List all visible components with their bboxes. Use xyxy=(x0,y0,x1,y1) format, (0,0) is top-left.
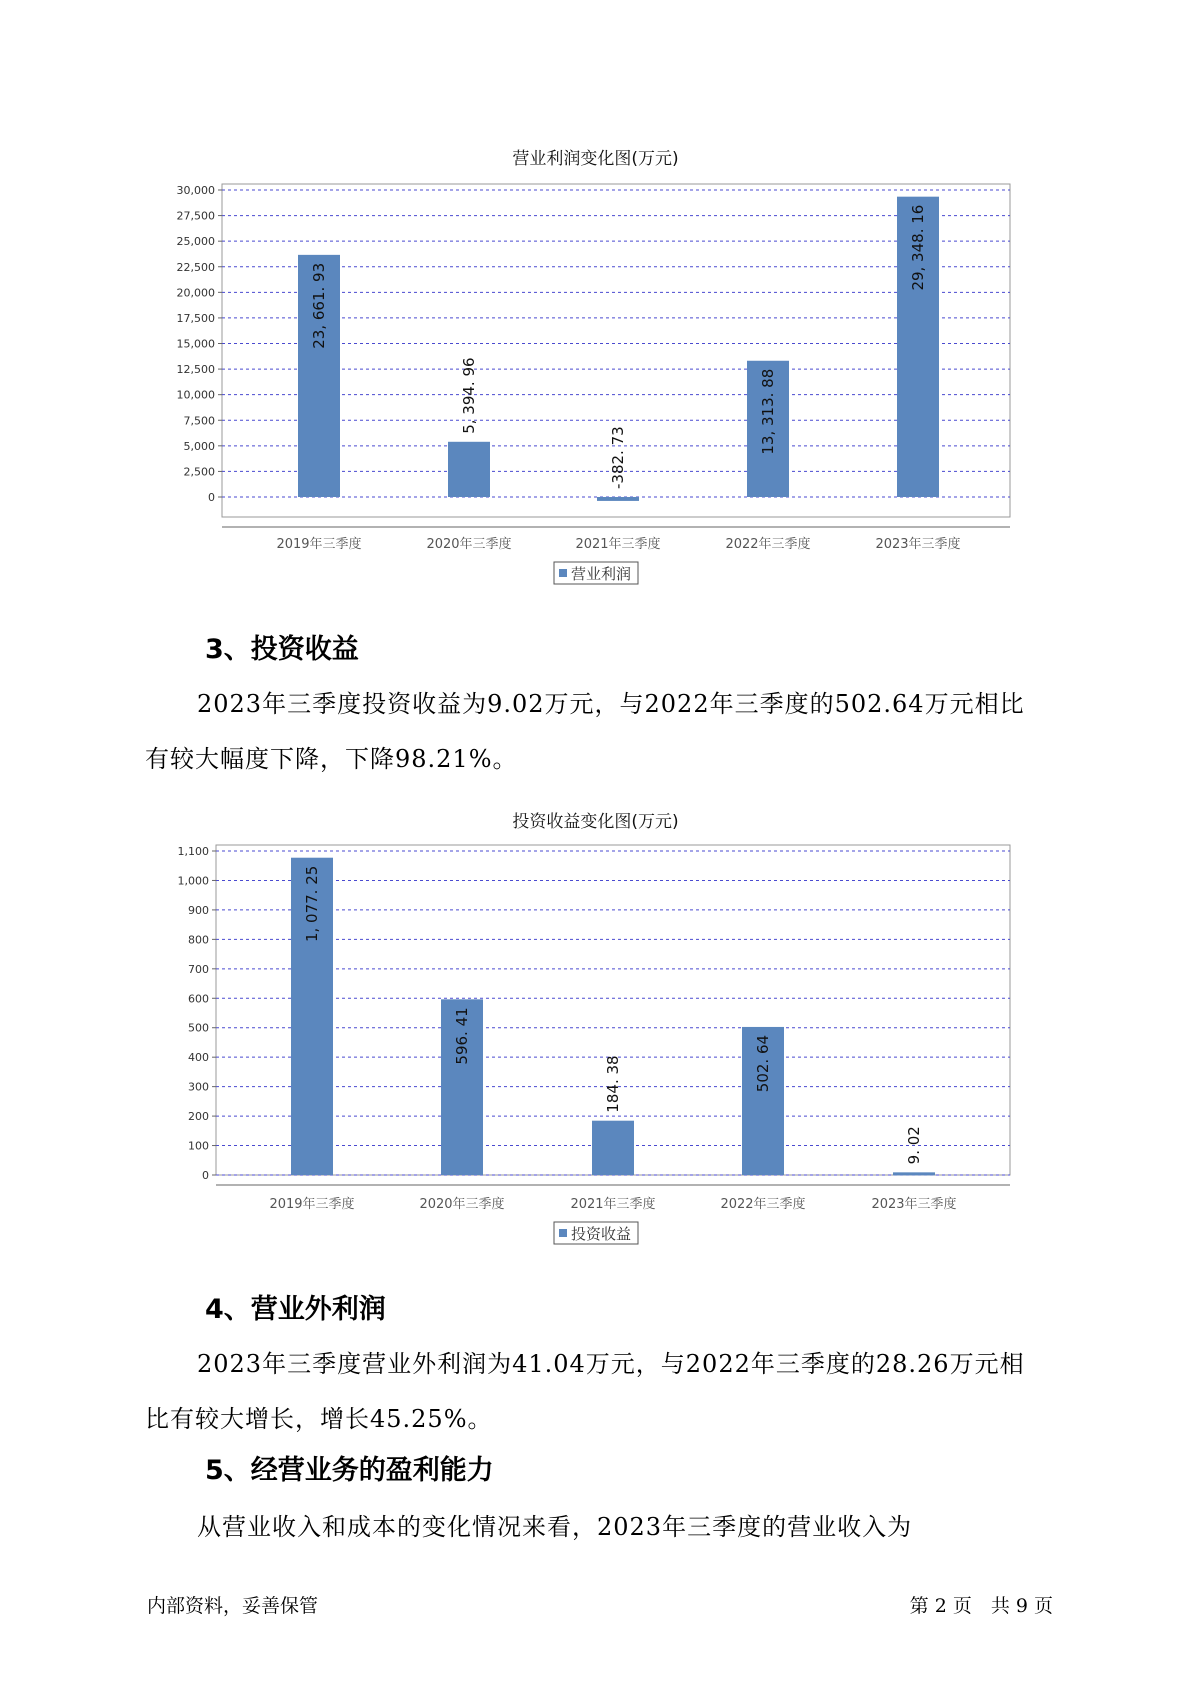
y-tick-label: 300 xyxy=(188,1080,209,1094)
category-label: 2021年三季度 xyxy=(575,537,661,552)
bar-value-label: 596. 41 xyxy=(453,1007,471,1065)
category-label: 2020年三季度 xyxy=(426,537,512,552)
investment-chart-title: 投资收益变化图(万元) xyxy=(512,812,679,832)
category-label: 2023年三季度 xyxy=(871,1197,957,1212)
y-tick-label: 800 xyxy=(188,933,209,947)
y-tick-label: 30,000 xyxy=(176,184,215,197)
legend-swatch xyxy=(559,569,567,577)
category-label: 2021年三季度 xyxy=(570,1197,656,1212)
y-tick-label: 2,500 xyxy=(183,465,215,479)
investment-chart xyxy=(0,800,1191,1243)
bar xyxy=(448,442,490,497)
y-tick-label: 27,500 xyxy=(176,209,215,223)
bar-value-label: -382. 73 xyxy=(609,426,627,489)
bar xyxy=(893,1172,935,1175)
category-label: 2022年三季度 xyxy=(725,537,811,552)
y-tick-label: 1,100 xyxy=(177,845,209,858)
section-3-heading: 3、投资收益 xyxy=(205,634,359,665)
y-tick-label: 20,000 xyxy=(176,286,215,300)
y-tick-label: 600 xyxy=(188,992,209,1006)
y-tick-label: 15,000 xyxy=(176,337,215,351)
y-tick-label: 7,500 xyxy=(183,414,215,428)
y-tick-label: 25,000 xyxy=(176,235,215,249)
footer-left: 内部资料，妥善保管 xyxy=(147,1595,319,1617)
bar-value-label: 502. 64 xyxy=(754,1034,772,1093)
section-4-paragraph: 2023年三季度营业外利润为41.04万元，与2022年三季度的28.26万元相比有较大增长，增长45.25%。 xyxy=(145,1350,1025,1433)
profit-chart xyxy=(0,140,1191,583)
category-label: 2020年三季度 xyxy=(419,1197,505,1212)
bar-value-label: 29, 348. 16 xyxy=(909,204,927,291)
y-tick-label: 200 xyxy=(188,1110,209,1124)
y-tick-label: 5,000 xyxy=(183,439,215,453)
y-tick-label: 700 xyxy=(188,962,209,976)
category-label: 2019年三季度 xyxy=(276,537,362,552)
y-tick-label: 10,000 xyxy=(176,388,215,402)
y-tick-label: 17,500 xyxy=(176,311,215,325)
y-tick-label: 900 xyxy=(188,903,209,917)
y-tick-label: 12,500 xyxy=(176,363,215,377)
y-tick-label: 100 xyxy=(188,1139,209,1153)
section-5-paragraph: 从营业收入和成本的变化情况来看，2023年三季度的营业收入为 xyxy=(197,1513,913,1541)
y-tick-label: 400 xyxy=(188,1051,209,1065)
bar-value-label: 1, 077. 25 xyxy=(303,865,321,943)
bar-value-label: 9. 02 xyxy=(905,1126,923,1165)
bar-value-label: 184. 38 xyxy=(604,1055,622,1113)
profit-chart-title: 营业利润变化图(万元) xyxy=(512,149,679,169)
section-4-heading: 4、营业外利润 xyxy=(205,1294,386,1325)
y-tick-label: 0 xyxy=(208,491,215,504)
legend-swatch xyxy=(559,1229,567,1237)
category-label: 2023年三季度 xyxy=(875,537,961,552)
category-label: 2022年三季度 xyxy=(720,1197,806,1212)
y-tick-label: 22,500 xyxy=(176,260,215,274)
bar xyxy=(597,497,639,501)
section-3-paragraph: 2023年三季度投资收益为9.02万元，与2022年三季度的502.64万元相比有较大幅度下降，下降98.21%。 xyxy=(145,690,1025,773)
footer-page-number: 第 2 页 共 9 页 xyxy=(909,1595,1053,1617)
category-label: 2019年三季度 xyxy=(269,1197,355,1212)
y-tick-label: 500 xyxy=(188,1021,209,1035)
bar-value-label: 13, 313. 88 xyxy=(759,368,777,455)
bar-value-label: 5, 394. 96 xyxy=(460,357,478,434)
bar xyxy=(592,1121,634,1175)
y-tick-label: 1,000 xyxy=(177,874,209,888)
section-5-heading: 5、经营业务的盈利能力 xyxy=(205,1455,494,1486)
legend-label: 营业利润 xyxy=(571,565,632,583)
y-tick-label: 0 xyxy=(202,1169,209,1182)
legend-label: 投资收益 xyxy=(571,1225,632,1243)
bar-value-label: 23, 661. 93 xyxy=(310,262,328,349)
